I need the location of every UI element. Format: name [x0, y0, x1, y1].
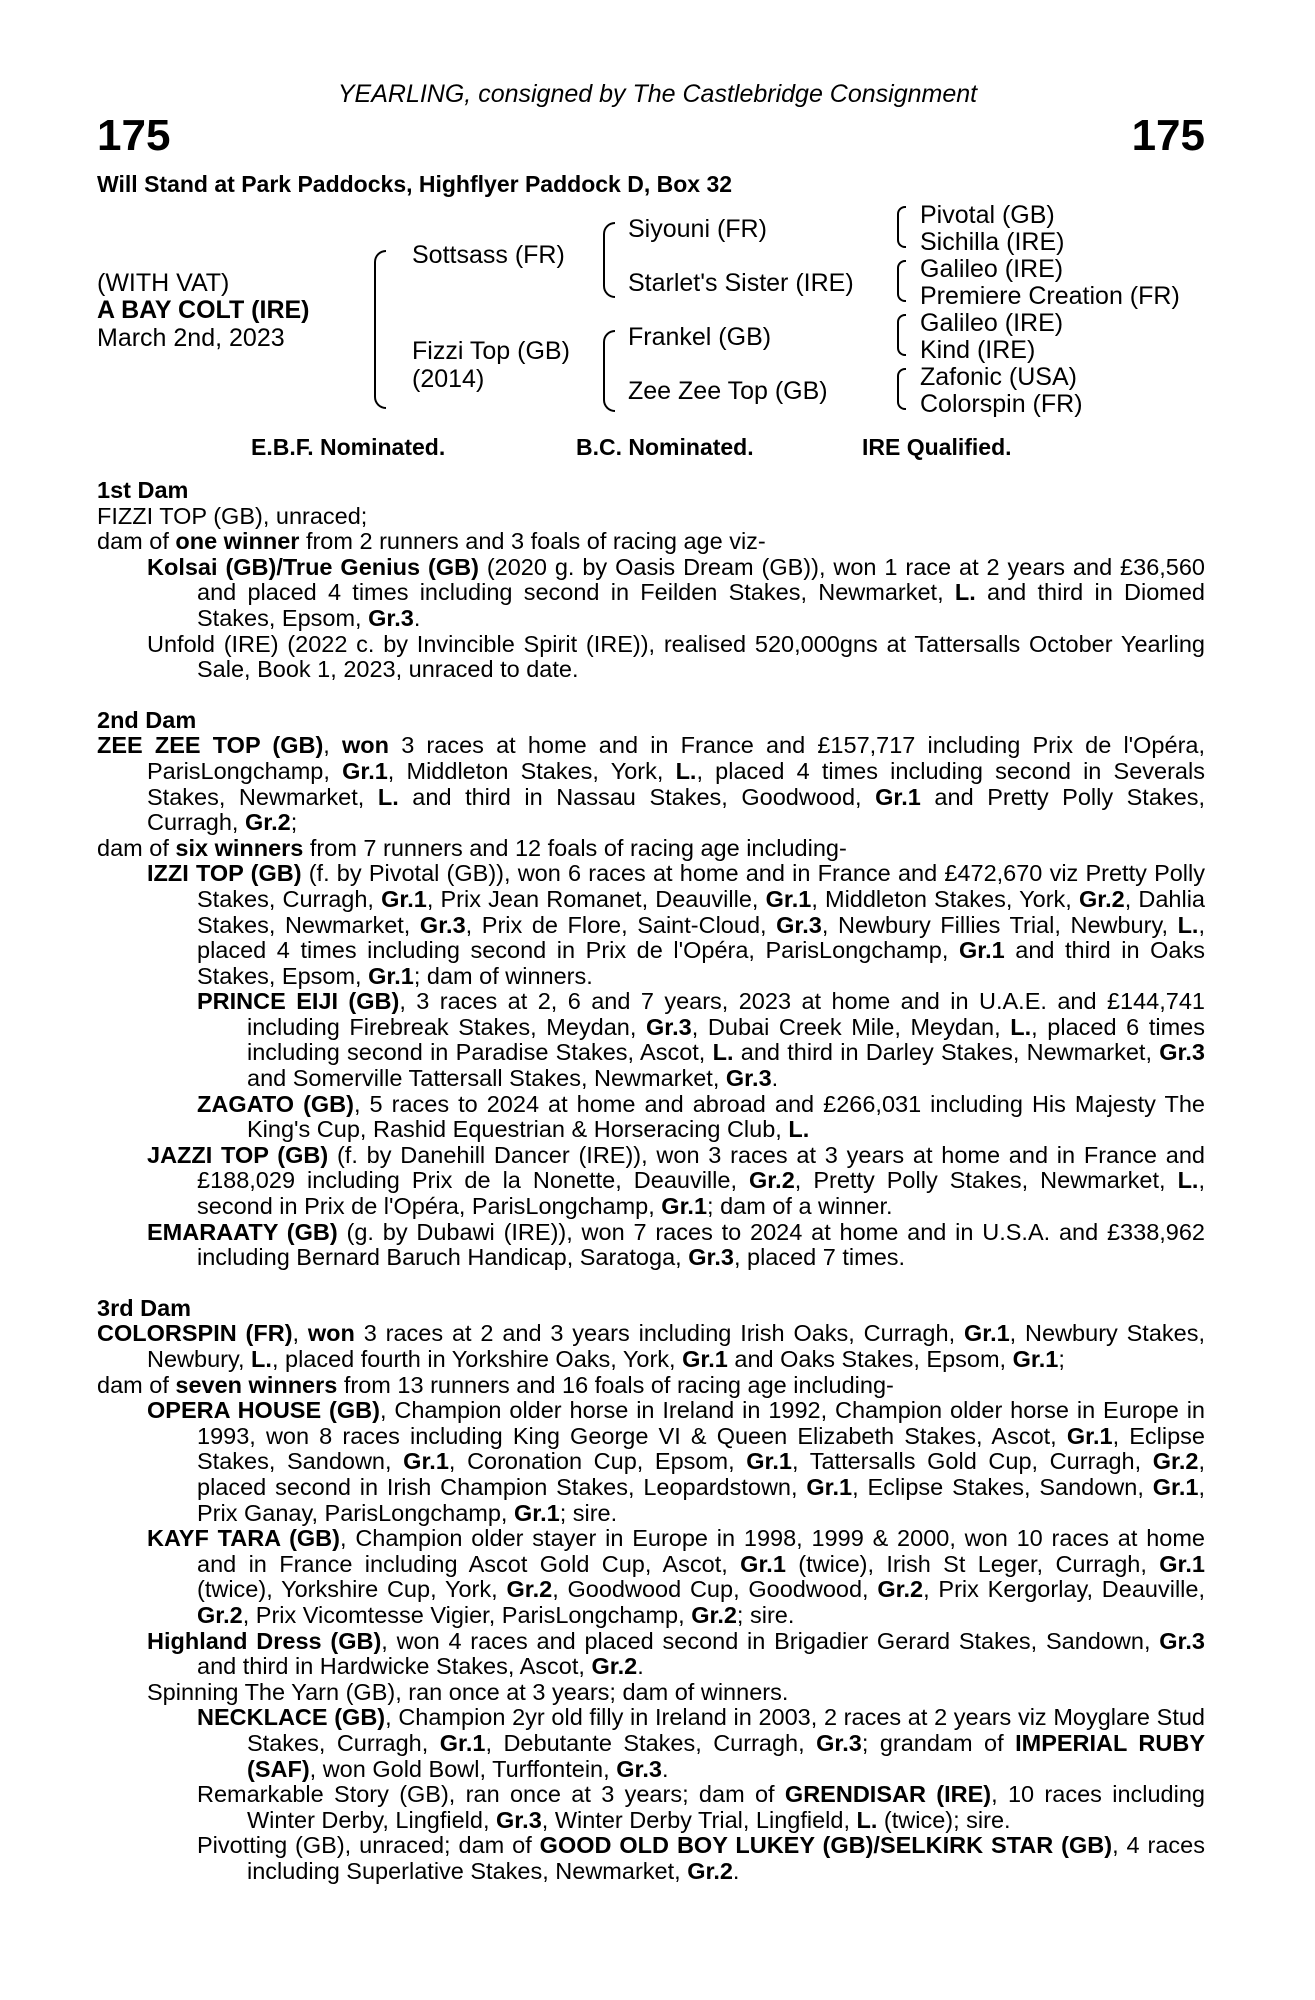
entry-izzi-top: IZZI TOP (GB) (f. by Pivotal (GB)), won 6 races at home and in France and £472,670 viz Pretty Polly Stakes, Curragh, Gr.1, Prix Jean Romanet, Deauville, Gr.1, Middleton Stakes, York, Gr.2, Dahlia Stakes, Newmarket, Gr.3, Prix de Flore, Saint-Cloud, Gr.3, Newbury Fillies Trial, Newbury, L., placed 4 times including second in Prix de l'Opéra, ParisLongchamp, Gr.1 and third in Oaks Stakes, Epsom, Gr.1; dam of winners.	[147, 860, 1205, 989]
horse-name: A BAY COLT (IRE)	[97, 296, 310, 324]
gen3-3: Galileo (IRE)	[920, 255, 1064, 283]
second-dam-heading: 2nd Dam	[97, 706, 197, 733]
second-dam-record: ZEE ZEE TOP (GB), won 3 races at home and in France and £157,717 including Prix de l'Opéra, ParisLongchamp, Gr.1, Middleton Stakes, York, L., placed 4 times including second in Severals Stakes, Newmarket, L. and third in Nassau Stakes, Goodwood, Gr.1 and Pretty Polly Stakes, Curragh, Gr.2;	[97, 732, 1206, 836]
brace-g4	[897, 368, 906, 410]
sire-sire: Siyouni (FR)	[628, 215, 767, 243]
entry-remarkable-story: Remarkable Story (GB), ran once at 3 years; dam of GRENDISAR (IRE), 10 races including Winter Derby, Lingfield, Gr.3, Winter Derby Trial, Lingfield, L. (twice); sire.	[197, 1781, 1205, 1833]
gen3-8: Colorspin (FR)	[920, 390, 1083, 418]
entry-kolsai: Kolsai (GB)/True Genius (GB) (2020 g. by Oasis Dream (GB)), won 1 race at 2 years and £36,560 and placed 4 times including second in Feilden Stakes, Newmarket, L. and third in Diomed Stakes, Epsom, Gr.3.	[147, 553, 1206, 631]
entry-emaraaty: EMARAATY (GB) (g. by Dubawi (IRE)), won 7 races to 2024 at home and in U.S.A. and £338,962 including Bernard Baruch Handicap, Saratoga, Gr.3, placed 7 times.	[147, 1218, 1206, 1271]
stabling-location: Will Stand at Park Paddocks, Highflyer Paddock D, Box 32	[97, 171, 733, 197]
entry-kayf-tara: KAYF TARA (GB), Champion older stayer in Europe in 1998, 1999 & 2000, won 10 races at home and in France including Ascot Gold Cup, Ascot, Gr.1 (twice), Irish St Leger, Curragh, Gr.1 (twice), Yorkshire Cup, York, Gr.2, Goodwood Cup, Goodwood, Gr.2, Prix Kergorlay, Deauville, Gr.2, Prix Vicomtesse Vigier, ParisLongchamp, Gr.2; sire.	[147, 1525, 1205, 1628]
gen3-5: Galileo (IRE)	[920, 309, 1064, 337]
bc-nominated: B.C. Nominated.	[576, 434, 754, 460]
first-dam-produce: dam of one winner from 2 runners and 3 foals of racing age viz-	[97, 528, 766, 555]
third-dam-produce: dam of seven winners from 13 runners and 16 foals of racing age including-	[97, 1371, 894, 1398]
entry-highland-dress: Highland Dress (GB), won 4 races and placed second in Brigadier Gerard Stakes, Sandown, Gr.3 and third in Hardwicke Stakes, Ascot, Gr.2.	[147, 1627, 1205, 1680]
lot-number-left: 175	[97, 111, 171, 160]
entry-opera-house: OPERA HOUSE (GB), Champion older horse in Ireland in 1992, Champion older horse in Europe in 1993, won 8 races including King George VI & Queen Elizabeth Stakes, Ascot, Gr.1, Eclipse Stakes, Sandown, Gr.1, Coronation Cup, Epsom, Gr.1, Tattersalls Gold Cup, Curragh, Gr.2, placed second in Irish Champion Stakes, Leopardstown, Gr.1, Eclipse Stakes, Sandown, Gr.1, Prix Ganay, ParisLongchamp, Gr.1; sire.	[147, 1397, 1206, 1526]
gen3-2: Sichilla (IRE)	[920, 228, 1065, 256]
third-dam-record: COLORSPIN (FR), won 3 races at 2 and 3 years including Irish Oaks, Curragh, Gr.1, Newbury Stakes, Newbury, L., placed fourth in Yorkshire Oaks, York, Gr.1 and Oaks Stakes, Epsom, Gr.1;	[97, 1320, 1205, 1372]
catalogue-subtitle: YEARLING, consigned by The Castlebridge Consignment	[337, 80, 978, 108]
gen3-4: Premiere Creation (FR)	[920, 282, 1180, 310]
brace-g3	[897, 314, 906, 356]
sire-brace	[603, 222, 615, 298]
third-dam-heading: 3rd Dam	[97, 1294, 192, 1321]
entry-jazzi-top: JAZZI TOP (GB) (f. by Danehill Dancer (IRE)), won 3 races at 3 years at home and in France and £188,029 including Prix de la Nonette, Deauville, Gr.2, Pretty Polly Stakes, Newmarket, L., second in Prix de l'Opéra, ParisLongchamp, Gr.1; dam of a winner.	[147, 1141, 1205, 1220]
dam-name: Fizzi Top (GB)	[412, 337, 570, 365]
ebf-nominated: E.B.F. Nominated.	[251, 434, 446, 460]
main-brace	[374, 250, 386, 409]
second-dam-produce: dam of six winners from 7 runners and 12 foals of racing age including-	[97, 834, 847, 861]
gen3-6: Kind (IRE)	[920, 336, 1036, 364]
dam-sire: Frankel (GB)	[628, 323, 772, 351]
horse-dob: March 2nd, 2023	[97, 324, 285, 352]
entry-prince-eiji: PRINCE EIJI (GB), 3 races at 2, 6 and 7 years, 2023 at home and in U.A.E. and £144,741 including Firebreak Stakes, Meydan, Gr.3, Dubai Creek Mile, Meydan, L., placed 6 times including second in Paradise Stakes, Ascot, L. and third in Darley Stakes, Newmarket, Gr.3 and Somerville Tattersall Stakes, Newmarket, Gr.3.	[197, 988, 1205, 1092]
first-dam-line: FIZZI TOP (GB), unraced;	[97, 502, 368, 529]
dam-year: (2014)	[412, 365, 485, 393]
sire-dam: Starlet's Sister (IRE)	[628, 269, 854, 297]
gen3-7: Zafonic (USA)	[920, 363, 1077, 391]
entry-necklace: NECKLACE (GB), Champion 2yr old filly in Ireland in 2003, 2 races at 2 years viz Moyglare Stud Stakes, Curragh, Gr.1, Debutante Stakes, Curragh, Gr.3; grandam of IMPERIAL RUBY (SAF), won Gold Bowl, Turffontein, Gr.3.	[197, 1704, 1205, 1782]
dam-dam: Zee Zee Top (GB)	[628, 377, 828, 405]
lot-number-right: 175	[1131, 111, 1205, 160]
vat-note: (WITH VAT)	[97, 269, 230, 297]
ire-qualified: IRE Qualified.	[862, 434, 1012, 460]
entry-pivotting: Pivotting (GB), unraced; dam of GOOD OLD BOY LUKEY (GB)/SELKIRK STAR (GB), 4 races including Superlative Stakes, Newmarket, Gr.2.	[197, 1832, 1205, 1884]
brace-g1	[897, 206, 906, 248]
gen3-1: Pivotal (GB)	[920, 201, 1055, 229]
first-dam-heading: 1st Dam	[97, 477, 189, 503]
dam-brace	[603, 330, 615, 412]
brace-g2	[897, 260, 906, 302]
catalogue-body	[97, 478, 1205, 1884]
entry-unfold: Unfold (IRE) (2022 c. by Invincible Spirit (IRE)), realised 520,000gns at Tattersalls October Yearling Sale, Book 1, 2023, unraced to date.	[147, 630, 1205, 683]
entry-zagato: ZAGATO (GB), 5 races to 2024 at home and abroad and £266,031 including His Majesty The King's Cup, Rashid Equestrian & Horseracing Club, L.	[197, 1090, 1205, 1143]
entry-spinning-the-yarn: Spinning The Yarn (GB), ran once at 3 years; dam of winners.	[147, 1678, 789, 1705]
sire: Sottsass (FR)	[412, 241, 565, 269]
